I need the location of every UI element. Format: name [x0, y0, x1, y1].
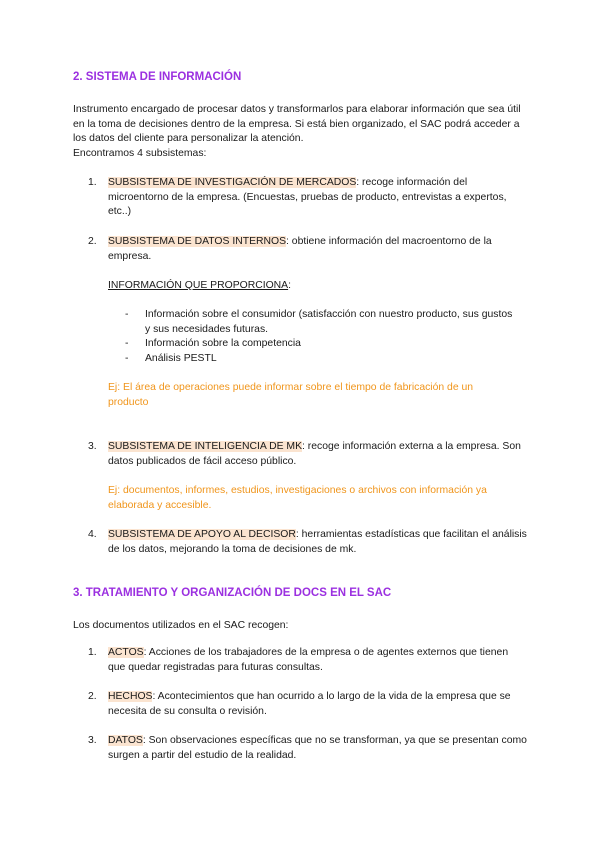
list-number: 2. [88, 236, 97, 247]
item-description: : recoge información del microentorno de la empresa. (Encuestas, pruebas de producto, entrevistas a expertos, etc..) [108, 177, 507, 218]
list-item [88, 646, 528, 675]
example-text: Ej: El área de operaciones puede informar sobre el tiempo de fabricación de un producto [108, 382, 474, 408]
term-highlight: DATOS [108, 735, 143, 746]
subsystems-intro: Encontramos 4 subsistemas: [73, 148, 207, 159]
term-highlight: ACTOS [108, 647, 144, 658]
bullet-item: - Información sobre la competencia [125, 338, 301, 349]
list-item [88, 734, 528, 763]
term-highlight: SUBSISTEMA DE DATOS INTERNOS [108, 236, 287, 247]
list-item [88, 176, 528, 220]
item-description: : herramientas estadísticas que facilitan el análisis de los datos, mejorando la toma de decisiones de mk. [108, 529, 527, 555]
list-number: 3. [88, 735, 97, 746]
list-number: 3. [88, 441, 97, 452]
list-item [88, 690, 528, 719]
item-description: : obtiene información del macroentorno de la empresa. [108, 236, 492, 262]
list-item [88, 440, 528, 469]
list-number: 4. [88, 529, 97, 540]
term-highlight: SUBSISTEMA DE INVESTIGACIÓN DE MERCADOS [108, 177, 357, 188]
list-number: 2. [88, 691, 97, 702]
section3-intro: Los documentos utilizados en el SAC recogen: [73, 620, 289, 631]
intro-paragraph: Instrumento encargado de procesar datos y transformarlos para elaborar información que sea útil en la toma de decisiones dentro de la empresa. Si está bien organizado, el SAC podrá acceder a los datos del cliente para personalizar la atención. [73, 104, 521, 145]
item-description: : Acciones de los trabajadores de la empresa o de agentes externos que tienen que quedar registradas para futuras consultas. [108, 647, 509, 673]
list-number: 1. [88, 647, 97, 658]
item-description: : Son observaciones específicas que no se transforman, ya que se presentan como surgen a partir del estudio de la realidad. [108, 735, 527, 761]
item-description: : Acontecimientos que han ocurrido a lo largo de la vida de la empresa que se necesita de su consulta o revisión. [108, 691, 511, 717]
term-highlight: HECHOS [108, 691, 153, 702]
term-highlight: SUBSISTEMA DE APOYO AL DECISOR [108, 529, 296, 540]
list-item [88, 528, 528, 557]
example-text: Ej: documentos, informes, estudios, investigaciones o archivos con información ya elaborada y accesible. [108, 485, 487, 511]
info-subheading: INFORMACIÓN QUE PROPORCIONA: [108, 280, 292, 291]
bullet-item: - Análisis PESTL [125, 353, 217, 364]
term-highlight: SUBSISTEMA DE INTELIGENCIA DE MK [108, 441, 303, 452]
section-heading-sistema-informacion: 2. SISTEMA DE INFORMACIÓN [73, 71, 242, 83]
item-description: : recoge información externa a la empresa. Son datos publicados de fácil acceso público. [108, 441, 521, 467]
section-heading-tratamiento-docs: 3. TRATAMIENTO Y ORGANIZACIÓN DE DOCS EN EL SAC [73, 587, 392, 599]
list-number: 1. [88, 177, 97, 188]
list-item [88, 235, 528, 264]
bullet-item: - Información sobre el consumidor (satisfacción con nuestro producto, sus gustos y sus necesidades futuras. [125, 309, 513, 335]
